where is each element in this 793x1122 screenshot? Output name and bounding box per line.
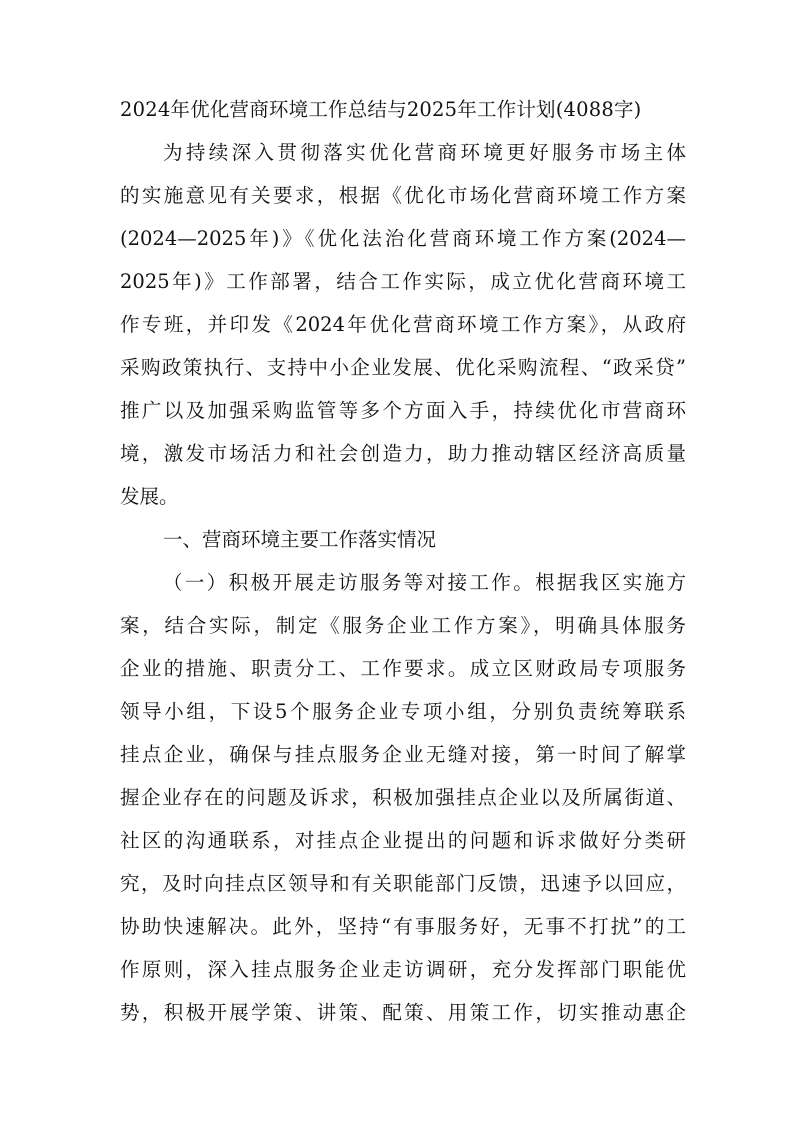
document-title: 2024年优化营商环境工作总结与2025年工作计划(4088字) xyxy=(120,98,642,121)
paragraph-line: (2024—2025年)》《优化法治化营商环境工作方案(2024— xyxy=(120,227,686,250)
paragraph-line: 境，激发市场活力和社会创造力，助力推动辖区经济高质量 xyxy=(120,442,686,465)
paragraph-line: 推广以及加强采购监管等多个方面入手，持续优化市营商环 xyxy=(120,399,686,422)
paragraph-line: 采购政策执行、支持中小企业发展、优化采购流程、“政采贷” xyxy=(120,356,686,379)
paragraph-line: 协助快速解决。此外，坚持“有事服务好，无事不打扰”的工 xyxy=(120,915,686,938)
paragraph-line: 究，及时向挂点区领导和有关职能部门反馈，迅速予以回应， xyxy=(120,872,686,895)
section-heading: 一、营商环境主要工作落实情况 xyxy=(163,528,437,551)
paragraph-line: 势，积极开展学策、讲策、配策、用策工作，切实推动惠企 xyxy=(120,1001,686,1024)
paragraph-line: 发展。 xyxy=(120,485,179,508)
paragraph-line: 挂点企业，确保与挂点服务企业无缝对接，第一时间了解掌 xyxy=(120,743,686,766)
paragraph-line: 社区的沟通联系，对挂点企业提出的问题和诉求做好分类研 xyxy=(120,829,686,852)
paragraph-line: 企业的措施、职责分工、工作要求。成立区财政局专项服务 xyxy=(120,657,686,680)
paragraph-line: 的实施意见有关要求，根据《优化市场化营商环境工作方案 xyxy=(120,184,686,207)
paragraph-line: 领导小组，下设5个服务企业专项小组，分别负责统筹联系 xyxy=(120,700,686,723)
paragraph-line: 案，结合实际，制定《服务企业工作方案》，明确具体服务 xyxy=(120,614,686,637)
paragraph-line: 作专班，并印发《2024年优化营商环境工作方案》，从政府 xyxy=(120,313,686,336)
paragraph-line: 2025年)》工作部署，结合工作实际，成立优化营商环境工 xyxy=(120,270,686,293)
paragraph-line: 为持续深入贯彻落实优化营商环境更好服务市场主体 xyxy=(163,141,686,164)
paragraph-line: （一）积极开展走访服务等对接工作。根据我区实施方 xyxy=(163,571,686,594)
paragraph-line: 作原则，深入挂点服务企业走访调研，充分发挥部门职能优 xyxy=(120,958,686,981)
paragraph-line: 握企业存在的问题及诉求，积极加强挂点企业以及所属街道、 xyxy=(120,786,686,809)
